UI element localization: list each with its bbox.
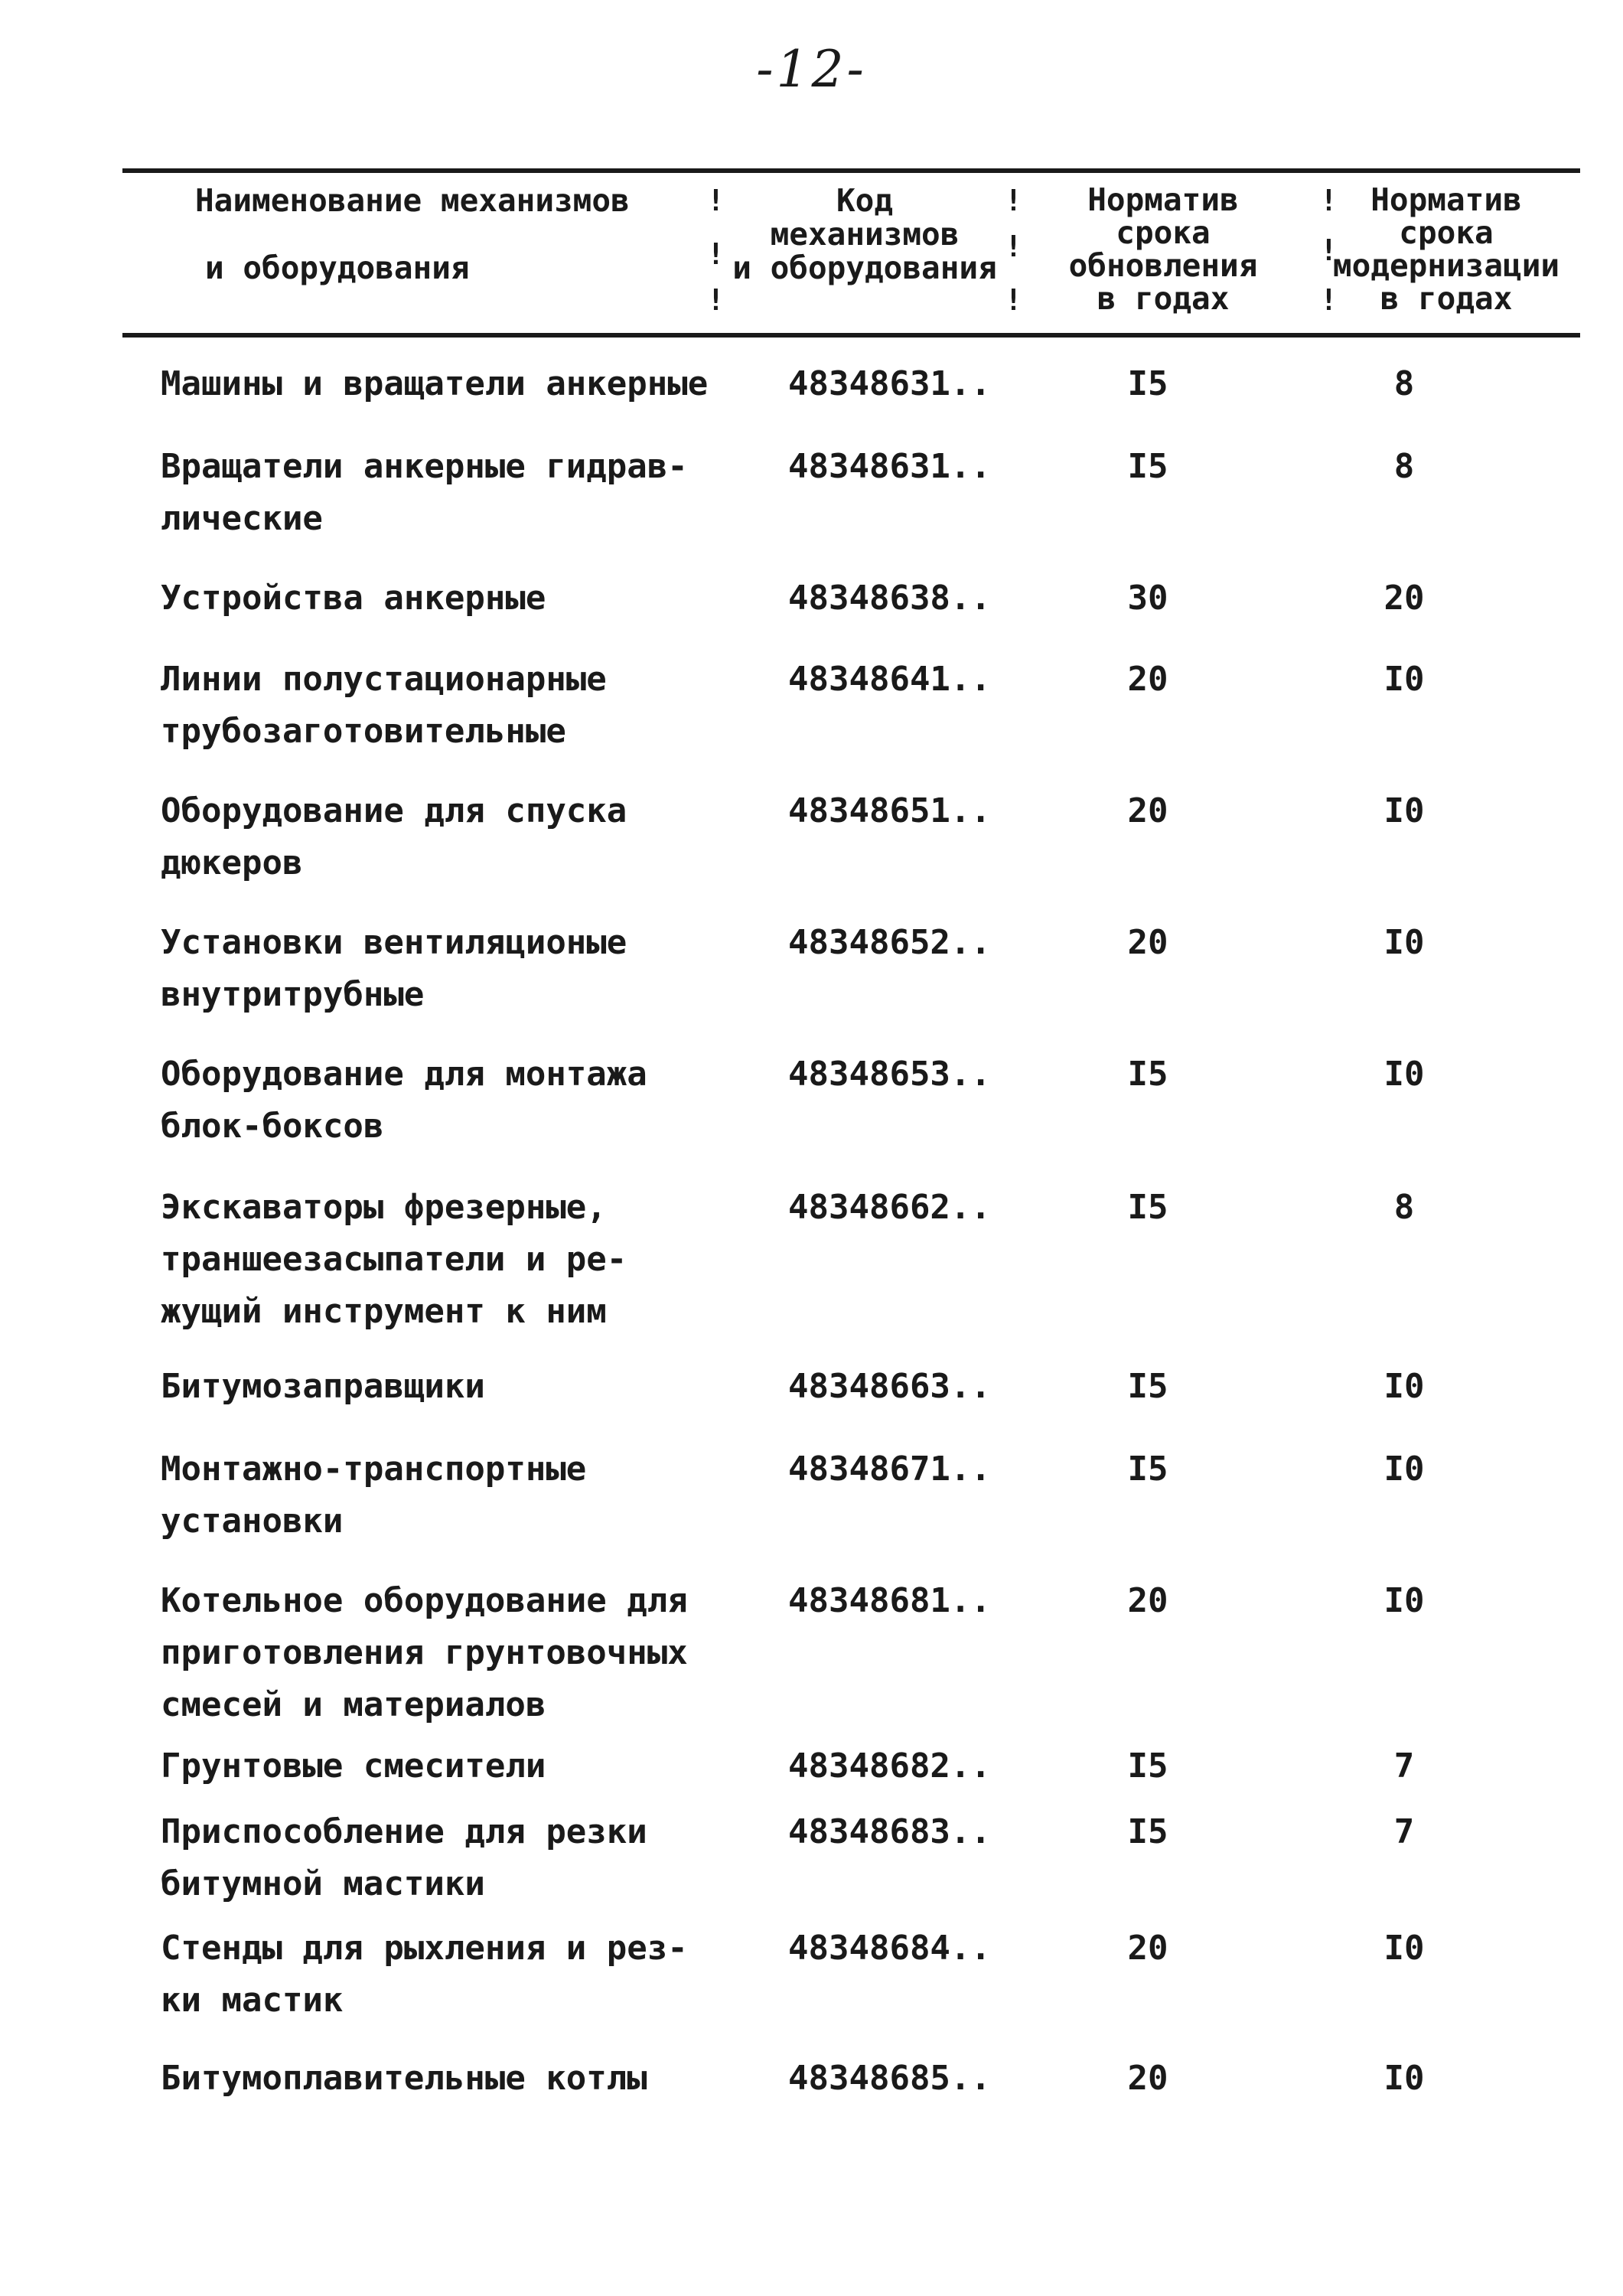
table-header-rule [122,333,1580,338]
cell-modernization: 8 [1393,447,1415,486]
cell-name: Оборудование для спуска дюкеров [161,791,627,882]
cell-modernization: I0 [1383,923,1425,962]
cell-name: Битумоплавительные котлы [161,2059,647,2098]
header-separator: ! [1005,230,1022,263]
cell-name: Линии полустационарные трубозаготовительные [161,660,607,751]
cell-code: 48348651.. [788,791,991,830]
table-top-rule [122,168,1580,173]
cell-code: 48348663.. [788,1367,991,1406]
cell-renewal: I5 [1127,1812,1168,1851]
cell-name: Стенды для рыхления и рез- ки мастик [161,1929,688,2020]
cell-code: 48348685.. [788,2059,991,2098]
header-separator: ! [1005,184,1022,217]
cell-renewal: 20 [1127,1929,1168,1968]
cell-modernization: I0 [1383,1450,1425,1489]
page-number: -12- [756,40,867,99]
cell-code: 48348652.. [788,923,991,962]
cell-renewal: I5 [1127,1055,1168,1094]
cell-code: 48348638.. [788,579,991,618]
header-separator: ! [707,237,725,271]
cell-modernization: I0 [1383,660,1425,699]
cell-name: Битумозаправщики [161,1367,485,1406]
cell-name: Оборудование для монтажа блок-боксов [161,1055,647,1146]
header-separator: ! [1320,184,1338,217]
cell-renewal: I5 [1127,1367,1168,1406]
cell-code: 48348683.. [788,1812,991,1851]
header-name-line2: и оборудования [205,249,470,286]
cell-code: 48348684.. [788,1929,991,1968]
header-modernization: Норматив срока модернизации в годах [1332,181,1560,317]
cell-modernization: 7 [1393,1812,1415,1851]
cell-modernization: 8 [1393,364,1415,403]
cell-renewal: 20 [1127,1581,1168,1620]
cell-modernization: I0 [1383,1929,1425,1968]
cell-code: 48348631.. [788,364,991,403]
header-separator: ! [1320,283,1338,317]
cell-renewal: I5 [1127,364,1168,403]
header-separator: ! [1005,283,1022,317]
cell-modernization: 20 [1383,579,1425,618]
header-separator: ! [707,283,725,317]
cell-modernization: 8 [1393,1188,1415,1227]
cell-code: 48348671.. [788,1450,991,1489]
cell-code: 48348631.. [788,447,991,486]
cell-name: Установки вентиляционые внутритрубные [161,923,627,1014]
cell-modernization: I0 [1383,2059,1425,2098]
cell-renewal: I5 [1127,1450,1168,1489]
cell-name: Приспособление для резки битумной мастики [161,1812,647,1903]
cell-code: 48348681.. [788,1581,991,1620]
cell-modernization: I0 [1383,1055,1425,1094]
cell-modernization: I0 [1383,1581,1425,1620]
cell-modernization: I0 [1383,1367,1425,1406]
cell-name: Грунтовые смесители [161,1746,546,1786]
cell-renewal: 20 [1127,923,1168,962]
cell-modernization: I0 [1383,791,1425,830]
header-separator: ! [1320,233,1338,267]
header-name-line1: Наименование механизмов [195,182,630,219]
header-code: Код механизмов и оборудования [732,182,997,286]
cell-code: 48348641.. [788,660,991,699]
cell-renewal: 20 [1127,660,1168,699]
cell-renewal: I5 [1127,1746,1168,1786]
cell-name: Машины и вращатели анкерные [161,364,709,403]
cell-renewal: I5 [1127,1188,1168,1227]
cell-code: 48348682.. [788,1746,991,1786]
cell-modernization: 7 [1393,1746,1415,1786]
header-separator: ! [707,184,725,217]
cell-name: Устройства анкерные [161,579,546,618]
cell-code: 48348653.. [788,1055,991,1094]
header-renewal: Норматив срока обновления в годах [1068,181,1258,317]
cell-renewal: I5 [1127,447,1168,486]
cell-name: Котельное оборудование для приготовления грунтовочных смесей и материалов [161,1581,688,1724]
cell-renewal: 20 [1127,2059,1168,2098]
cell-name: Монтажно-транспортные установки [161,1450,587,1541]
cell-code: 48348662.. [788,1188,991,1227]
cell-renewal: 30 [1127,579,1168,618]
cell-name: Вращатели анкерные гидрав- лические [161,447,688,538]
cell-renewal: 20 [1127,791,1168,830]
cell-name: Экскаваторы фрезерные, траншеезасыпатели и ре- жущий инструмент к ним [161,1188,627,1331]
